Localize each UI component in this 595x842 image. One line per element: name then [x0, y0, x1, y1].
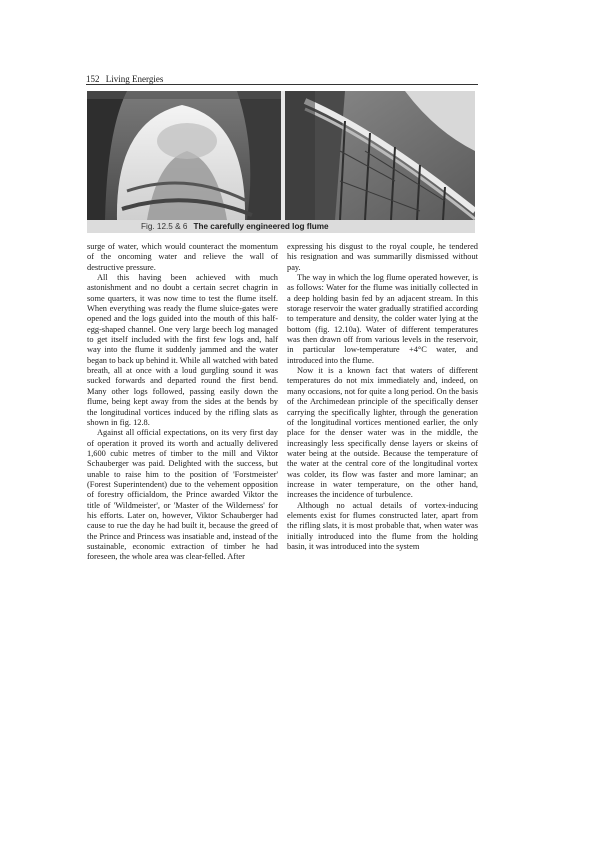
running-head — [86, 74, 167, 84]
paragraph: Now it is a known fact that waters of different temperatures do not mix immediately and, indeed, on many occasions, not for quite a long period. On the basis of the Archimedean principle of the specifically denser carrying the specifically lighter, through the generation of the longitudinal vortices mentioned earlier, the only place for the denser water was in the middle, the increasingly less specifically dense layers or skeins of water being at the outside. Because the temperature of the water at the central core of the longitudinal vortex was colder, its flow was faster and more laminar; an increase in water temperature, on the other hand, increases the incidence of turbulence. — [287, 366, 478, 500]
caption-title: The carefully engineered log flume — [193, 222, 329, 231]
paragraph: All this having been achieved with much astonishment and no doubt a certain secret chagrin in some quarters, it was now time to test the flume itself. When everything was ready the flume sluice-gates were opened and the logs guided into the mouth of this half-egg-shaped channel. One very large beech log managed to get itself included with the first few logs and, half way into the flume it suddenly jammed and the water began to back up behind it. While all watched with bated breath, all at once with a loud gurgling sound it was sucked forwards and departed round the first bend. Many other logs followed, passing easily down the flume, being kept away from the sides at the bends by the longitudinal vortices induced by the rifling slats as shown in fig. 12.8. — [87, 273, 278, 427]
header-rule — [86, 84, 478, 85]
page-number: 152 — [86, 74, 100, 84]
paragraph: Although no actual details of vortex-inducing elements exist for flumes constructed later, apart from the rifling slats, it is most probable that, when water was initially introduced into the flume from the holding basin, it was introduced into the system — [287, 500, 478, 551]
paragraph: The way in which the log flume operated however, is as follows: Water for the flume was initially collected in a deep holding basin fed by an adjacent stream. In this storage reservoir the water gradually stratified according to temperature and density, the colder water lying at the bottom (fig. 12.10a). Water of different temperatures was then drawn off from various levels in the reservoir, in particular low-temperature +4°C water, and introduced into the flume. — [287, 273, 478, 365]
left-column — [87, 242, 278, 563]
figure — [87, 91, 475, 233]
paragraph: surge of water, which would counteract the momentum of the oncoming water and relieve the wall of destructive pressure. — [87, 242, 278, 272]
photo-trestle-flume — [285, 91, 475, 220]
figure-caption — [87, 220, 475, 233]
paragraph: Against all official expectations, on its very first day of operation it proved its worth and actually delivered 1,600 cubic metres of timber to the mill and Viktor Schauberger was paid. Delighted with the success, but unable to raise him to the position of 'Forstmeister' (Forest Superintendent) due to the vehement opposition of forestry officialdom, the Prince awarded Viktor the title of 'Wildmeister', or 'Master of the Wilderness' for his efforts. Later on, however, Viktor Schauberger had cause to rue the day he had built it, because the greed of the Prince and Princess was insatiable and, instead of the sustainable, economic extraction of timber he had foreseen, the whole area was clear-felled. After — [87, 428, 278, 562]
photo-tunnel-flume — [87, 91, 281, 220]
running-title: Living Energies — [105, 74, 164, 84]
caption-label: Fig. 12.5 & 6 — [141, 222, 188, 231]
paragraph: expressing his disgust to the royal couple, he tendered his resignation and was summarilly dismissed without pay. — [287, 242, 478, 272]
right-column — [287, 242, 478, 552]
